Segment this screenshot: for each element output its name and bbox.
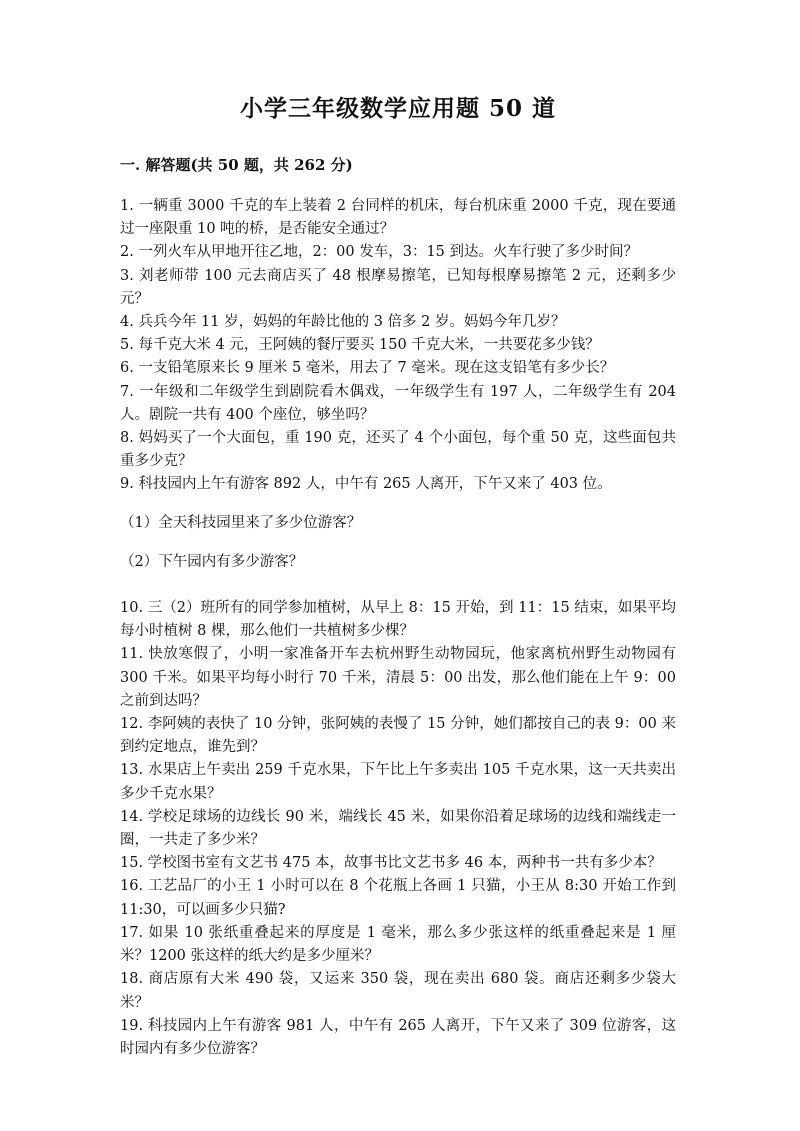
question-15: 15. 学校图书室有文艺书 475 本，故事书比文艺书多 46 本，两种书一共有多少本？ xyxy=(120,855,662,872)
question-19: 19. 科技园内上午有游客 981 人，中午有 265 人离开，下午又来了 309 位游客，这时园内有多少位游客？ xyxy=(120,1017,676,1057)
question-9: 9. 科技园内上午有游客 892 人，中午有 265 人离开，下午又来了 403 位。 xyxy=(120,476,612,493)
question-6: 6. 一支铅笔原来长 9 厘米 5 毫米，用去了 7 毫米。现在这支铅笔有多少长？ xyxy=(120,360,615,377)
question-16: 16. 工艺品厂的小王 1 小时可以在 8 个花瓶上各画 1 只猫，小王从 8:30 开始工作到 11:30，可以画多少只猫? xyxy=(120,878,676,918)
question-2: 2. 一列火车从甲地开往乙地，2：00 发车，3：15 到达。火车行驶了多少时间？ xyxy=(120,244,639,261)
question-3: 3. 刘老师带 100 元去商店买了 48 根摩易擦笔，已知每根摩易擦笔 2 元，还剩多少元？ xyxy=(120,267,676,307)
question-4: 4. 兵兵今年 11 岁，妈妈的年龄比他的 3 倍多 2 岁。妈妈今年几岁？ xyxy=(120,314,566,331)
question-13: 13. 水果店上午卖出 259 千克水果，下午比上午多卖出 105 千克水果，这一天共卖出多少千克水果？ xyxy=(120,762,676,802)
question-18: 18. 商店原有大米 490 袋，又运来 350 袋，现在卖出 680 袋。商店还剩多少袋大米？ xyxy=(120,971,676,1011)
page-title: 小学三年级数学应用题 50 道 xyxy=(239,95,557,122)
question-10: 10. 三（2）班所有的同学参加植树，从早上 8：15 开始，到 11：15 结束，如果平均每小时植树 8 棵，那么他们一共植树多少棵？ xyxy=(120,600,676,640)
question-17: 17. 如果 10 张纸重叠起来的厚度是 1 毫米，那么多少张这样的纸重叠起来是 1 厘米？1200 张这样的纸大约是多少厘米？ xyxy=(120,924,676,965)
question-1: 1. 一辆重 3000 千克的车上装着 2 台同样的机床，每台机床重 2000 千克，现在要通过一座限重 10 吨的桥，是否能安全通过？ xyxy=(120,198,676,238)
question-9-part-2: （2）下午园内有多少游客？ xyxy=(120,553,304,570)
question-9-part-1: （1）全天科技园里来了多少位游客？ xyxy=(120,514,362,531)
question-list xyxy=(120,195,676,1061)
question-8: 8. 妈妈买了一个大面包，重 190 克，还买了 4 个小面包，每个重 50 克，这些面包共重多少克？ xyxy=(120,430,676,470)
question-7: 7. 一年级和二年级学生到剧院看木偶戏，一年级学生有 197 人，二年级学生有 204 人。剧院一共有 400 个座位，够坐吗？ xyxy=(120,383,676,423)
question-12: 12. 李阿姨的表快了 10 分钟，张阿姨的表慢了 15 分钟，她们都按自己的表 9：00 来到约定地点，谁先到？ xyxy=(120,716,676,756)
section-heading: 一. 解答题(共 50 题，共 262 分) xyxy=(120,156,353,174)
question-5: 5. 每千克大米 4 元，王阿姨的餐厅要买 150 千克大米，一共要花多少钱？ xyxy=(120,337,600,354)
question-14: 14. 学校足球场的边线长 90 米，端线长 45 米，如果你沿着足球场的边线和端线走一圈，一共走了多少米？ xyxy=(120,808,676,849)
question-11: 11. 快放寒假了，小明一家准备开车去杭州野生动物园玩，他家离杭州野生动物园有 300 千米。如果平均每小时行 70 千米，清晨 5：00 出发，那么他们能在上午 9：00 之前到达吗？ xyxy=(120,646,676,709)
